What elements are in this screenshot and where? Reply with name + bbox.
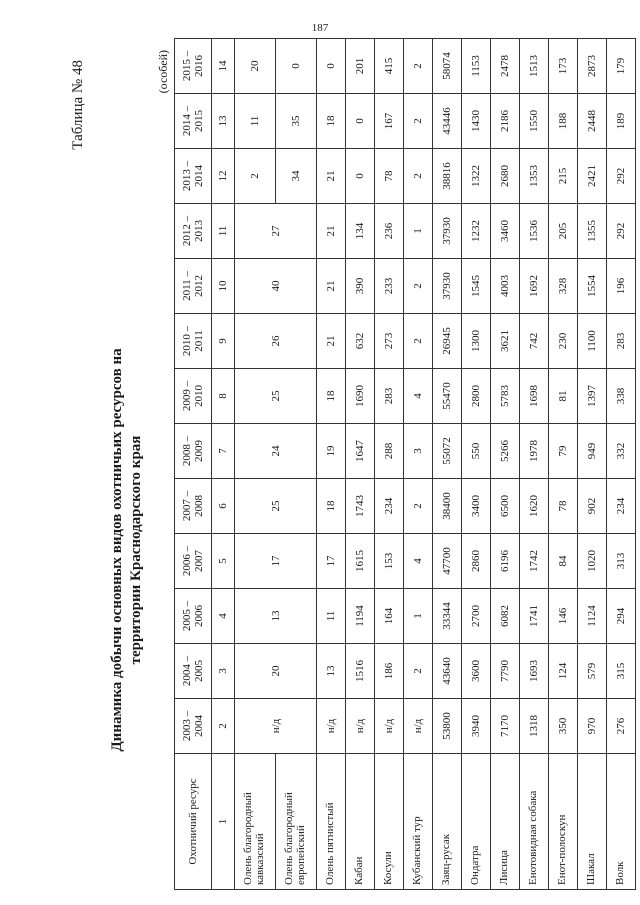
- table-cell: 20: [235, 39, 276, 94]
- table-cell: 230: [549, 314, 578, 369]
- table-cell: 949: [578, 424, 607, 479]
- table-cell: 55470: [433, 369, 462, 424]
- table-cell: 3460: [491, 204, 520, 259]
- table-cell: 27: [235, 204, 317, 259]
- column-number: 12: [212, 149, 235, 204]
- table-cell: 1318: [520, 699, 549, 754]
- header-season: 2007 – 2008: [175, 479, 212, 534]
- header-season: 2013 – 2014: [175, 149, 212, 204]
- column-number: 10: [212, 259, 235, 314]
- column-number: 11: [212, 204, 235, 259]
- table-row: [317, 39, 346, 890]
- column-number: 9: [212, 314, 235, 369]
- column-number: 3: [212, 644, 235, 699]
- table-cell: 315: [607, 644, 636, 699]
- table-cell: 273: [375, 314, 404, 369]
- header-season: 2014 – 2015: [175, 94, 212, 149]
- table-cell: 2421: [578, 149, 607, 204]
- table-cell: 1: [404, 204, 433, 259]
- table-cell: 0: [346, 149, 375, 204]
- column-number: 5: [212, 534, 235, 589]
- table-cell: 6500: [491, 479, 520, 534]
- column-number: 2: [212, 699, 235, 754]
- header-season: 2009 – 2010: [175, 369, 212, 424]
- table-cell: 579: [578, 644, 607, 699]
- table-cell: 2186: [491, 94, 520, 149]
- resource-name: Кабан: [346, 754, 375, 890]
- resource-name: Енотовидная собака: [520, 754, 549, 890]
- table-row: [491, 39, 520, 890]
- table-cell: 1397: [578, 369, 607, 424]
- table-cell: 2: [404, 149, 433, 204]
- table-cell: 294: [607, 589, 636, 644]
- column-number: 8: [212, 369, 235, 424]
- header-resource: Охотничий ресурс: [175, 754, 212, 890]
- header-row: [175, 39, 212, 890]
- table-cell: 1693: [520, 644, 549, 699]
- resource-name: Кубанский тур: [404, 754, 433, 890]
- table-cell: 5266: [491, 424, 520, 479]
- table-cell: 37930: [433, 204, 462, 259]
- column-number: 6: [212, 479, 235, 534]
- table-cell: 7790: [491, 644, 520, 699]
- column-number: 1: [212, 754, 235, 890]
- table-cell: 1194: [346, 589, 375, 644]
- table-cell: 234: [375, 479, 404, 534]
- table-cell: 415: [375, 39, 404, 94]
- table-row: [549, 39, 578, 890]
- column-number: 13: [212, 94, 235, 149]
- table-cell: 134: [346, 204, 375, 259]
- table-cell: 2873: [578, 39, 607, 94]
- table-cell: 11: [317, 589, 346, 644]
- table-cell: 196: [607, 259, 636, 314]
- table-cell: 20: [235, 644, 317, 699]
- table-cell: 26945: [433, 314, 462, 369]
- table-cell: 292: [607, 149, 636, 204]
- table-cell: 201: [346, 39, 375, 94]
- resource-name: Лисица: [491, 754, 520, 890]
- table-cell: 146: [549, 589, 578, 644]
- table-cell: 276: [607, 699, 636, 754]
- header-season: 2010 – 2011: [175, 314, 212, 369]
- table-cell: 328: [549, 259, 578, 314]
- title-line-2: территории Краснодарского края: [127, 435, 144, 665]
- table-cell: 4: [404, 534, 433, 589]
- table-row: [235, 39, 276, 890]
- header-season: 2015 – 2016: [175, 39, 212, 94]
- table-cell: 58074: [433, 39, 462, 94]
- table-cell: н/д: [235, 699, 317, 754]
- table-cell: 4: [404, 369, 433, 424]
- table-cell: 1355: [578, 204, 607, 259]
- table-row: [462, 39, 491, 890]
- table-cell: 2: [404, 644, 433, 699]
- table-cell: 1100: [578, 314, 607, 369]
- column-number: 4: [212, 589, 235, 644]
- column-number: 14: [212, 39, 235, 94]
- table-cell: 236: [375, 204, 404, 259]
- table-cell: 2700: [462, 589, 491, 644]
- table-cell: 1615: [346, 534, 375, 589]
- table-cell: 0: [276, 39, 317, 94]
- table-body: [235, 39, 317, 890]
- table-cell: 2: [235, 149, 276, 204]
- table-cell: 188: [549, 94, 578, 149]
- table-cell: 288: [375, 424, 404, 479]
- title-line-1: Динамика добычи основных видов охотничьих ресурсов на: [109, 348, 125, 752]
- table-cell: 1513: [520, 39, 549, 94]
- table-cell: 79: [549, 424, 578, 479]
- table-cell: 124: [549, 644, 578, 699]
- table-cell: 2860: [462, 534, 491, 589]
- table-cell: 1322: [462, 149, 491, 204]
- table-cell: 2680: [491, 149, 520, 204]
- table-cell: 902: [578, 479, 607, 534]
- table-cell: н/д: [317, 699, 346, 754]
- table-cell: н/д: [404, 699, 433, 754]
- table-cell: 0: [346, 94, 375, 149]
- resource-name: Шакал: [578, 754, 607, 890]
- table-cell: 632: [346, 314, 375, 369]
- table-cell: 4003: [491, 259, 520, 314]
- table-cell: 1690: [346, 369, 375, 424]
- table-row: [404, 39, 433, 890]
- table-cell: 1353: [520, 149, 549, 204]
- table-cell: 1978: [520, 424, 549, 479]
- table-cell: 1300: [462, 314, 491, 369]
- resource-name: Олень пятнистый: [317, 754, 346, 890]
- table-cell: 173: [549, 39, 578, 94]
- table-cell: 1550: [520, 94, 549, 149]
- resource-name: Косули: [375, 754, 404, 890]
- table-cell: 17: [317, 534, 346, 589]
- table-cell: 17: [235, 534, 317, 589]
- table-cell: 390: [346, 259, 375, 314]
- header-season: 2004 – 2005: [175, 644, 212, 699]
- table-cell: 1536: [520, 204, 549, 259]
- table-cell: 742: [520, 314, 549, 369]
- table-cell: 233: [375, 259, 404, 314]
- table-cell: 2: [404, 259, 433, 314]
- table-cell: 179: [607, 39, 636, 94]
- table-row: [607, 39, 636, 890]
- table-cell: 13: [235, 589, 317, 644]
- table-cell: 5783: [491, 369, 520, 424]
- resource-name: Ондатра: [462, 754, 491, 890]
- table-cell: 3600: [462, 644, 491, 699]
- table-cell: 6196: [491, 534, 520, 589]
- header-season: 2008 – 2009: [175, 424, 212, 479]
- table-cell: 1647: [346, 424, 375, 479]
- table-cell: 153: [375, 534, 404, 589]
- table-cell: 1: [404, 589, 433, 644]
- table-title: [108, 300, 146, 800]
- table-cell: 1545: [462, 259, 491, 314]
- column-number: 7: [212, 424, 235, 479]
- column-number-row: [212, 39, 235, 890]
- table-cell: 2800: [462, 369, 491, 424]
- table-cell: 283: [607, 314, 636, 369]
- resource-name: Енот-полоскун: [549, 754, 578, 890]
- table-cell: 43446: [433, 94, 462, 149]
- resource-name: Олень благородный кавказский: [235, 754, 276, 890]
- table-cell: 25: [235, 479, 317, 534]
- table-number: Таблица № 48: [70, 60, 86, 150]
- table-cell: 338: [607, 369, 636, 424]
- units-label: (особей): [156, 50, 170, 94]
- table-cell: 13: [317, 644, 346, 699]
- table-cell: 53800: [433, 699, 462, 754]
- table-cell: 2448: [578, 94, 607, 149]
- table-cell: 25: [235, 369, 317, 424]
- table-cell: 3621: [491, 314, 520, 369]
- table-cell: 1153: [462, 39, 491, 94]
- table-cell: 47700: [433, 534, 462, 589]
- table-cell: 1741: [520, 589, 549, 644]
- table-row: [520, 39, 549, 890]
- table-cell: 167: [375, 94, 404, 149]
- header-season: 2003 – 2004: [175, 699, 212, 754]
- table-row: [375, 39, 404, 890]
- table-cell: 1124: [578, 589, 607, 644]
- table-cell: 78: [549, 479, 578, 534]
- table-cell: 37930: [433, 259, 462, 314]
- table-cell: 205: [549, 204, 578, 259]
- resource-name: Волк: [607, 754, 636, 890]
- table-cell: 1232: [462, 204, 491, 259]
- table-cell: 34: [276, 149, 317, 204]
- header-season: 2011 – 2012: [175, 259, 212, 314]
- table-row: [433, 39, 462, 890]
- table-cell: 19: [317, 424, 346, 479]
- table-cell: 6082: [491, 589, 520, 644]
- header-season: 2005 – 2006: [175, 589, 212, 644]
- table-cell: 1698: [520, 369, 549, 424]
- table-cell: 21: [317, 149, 346, 204]
- page-number: 187: [311, 22, 329, 34]
- table-cell: 1743: [346, 479, 375, 534]
- table-cell: 55072: [433, 424, 462, 479]
- table-row: [578, 39, 607, 890]
- header-season: 2006 – 2007: [175, 534, 212, 589]
- table-cell: 1430: [462, 94, 491, 149]
- table-cell: 43640: [433, 644, 462, 699]
- harvest-table: [174, 38, 636, 890]
- table-cell: 18: [317, 94, 346, 149]
- table-cell: 2: [404, 39, 433, 94]
- header-season: 2012 – 2013: [175, 204, 212, 259]
- table-cell: 550: [462, 424, 491, 479]
- data-rows: [317, 39, 636, 890]
- table-cell: 21: [317, 204, 346, 259]
- table-cell: 1620: [520, 479, 549, 534]
- table-cell: 18: [317, 479, 346, 534]
- table-cell: 350: [549, 699, 578, 754]
- table-cell: 3400: [462, 479, 491, 534]
- table-cell: 2478: [491, 39, 520, 94]
- table-cell: 186: [375, 644, 404, 699]
- table-cell: 1020: [578, 534, 607, 589]
- table-cell: 38400: [433, 479, 462, 534]
- table-heading: [70, 30, 170, 890]
- table-cell: 970: [578, 699, 607, 754]
- table-cell: 189: [607, 94, 636, 149]
- table-cell: 234: [607, 479, 636, 534]
- table-cell: 0: [317, 39, 346, 94]
- table-cell: 1554: [578, 259, 607, 314]
- table-cell: 2: [404, 94, 433, 149]
- table-row: [346, 39, 375, 890]
- table-cell: 332: [607, 424, 636, 479]
- table-cell: 33344: [433, 589, 462, 644]
- resource-name: Олень благородный европейский: [276, 754, 317, 890]
- table-cell: 292: [607, 204, 636, 259]
- table-cell: 35: [276, 94, 317, 149]
- table-cell: 21: [317, 314, 346, 369]
- table-cell: 1692: [520, 259, 549, 314]
- rotated-table-block: [70, 30, 627, 890]
- resource-name: Заяц-русак: [433, 754, 462, 890]
- table-cell: 1516: [346, 644, 375, 699]
- table-cell: 2: [404, 314, 433, 369]
- table-cell: 78: [375, 149, 404, 204]
- table-cell: 283: [375, 369, 404, 424]
- table-cell: 24: [235, 424, 317, 479]
- table-cell: 21: [317, 259, 346, 314]
- table-cell: н/д: [346, 699, 375, 754]
- table-cell: 84: [549, 534, 578, 589]
- table-cell: 2: [404, 479, 433, 534]
- table-cell: 11: [235, 94, 276, 149]
- table-cell: 18: [317, 369, 346, 424]
- table-cell: н/д: [375, 699, 404, 754]
- table-cell: 215: [549, 149, 578, 204]
- table-cell: 3: [404, 424, 433, 479]
- table-cell: 3940: [462, 699, 491, 754]
- table-cell: 313: [607, 534, 636, 589]
- table-cell: 164: [375, 589, 404, 644]
- table-cell: 81: [549, 369, 578, 424]
- table-cell: 7170: [491, 699, 520, 754]
- table-cell: 40: [235, 259, 317, 314]
- table-cell: 1742: [520, 534, 549, 589]
- table-cell: 38816: [433, 149, 462, 204]
- table-cell: 26: [235, 314, 317, 369]
